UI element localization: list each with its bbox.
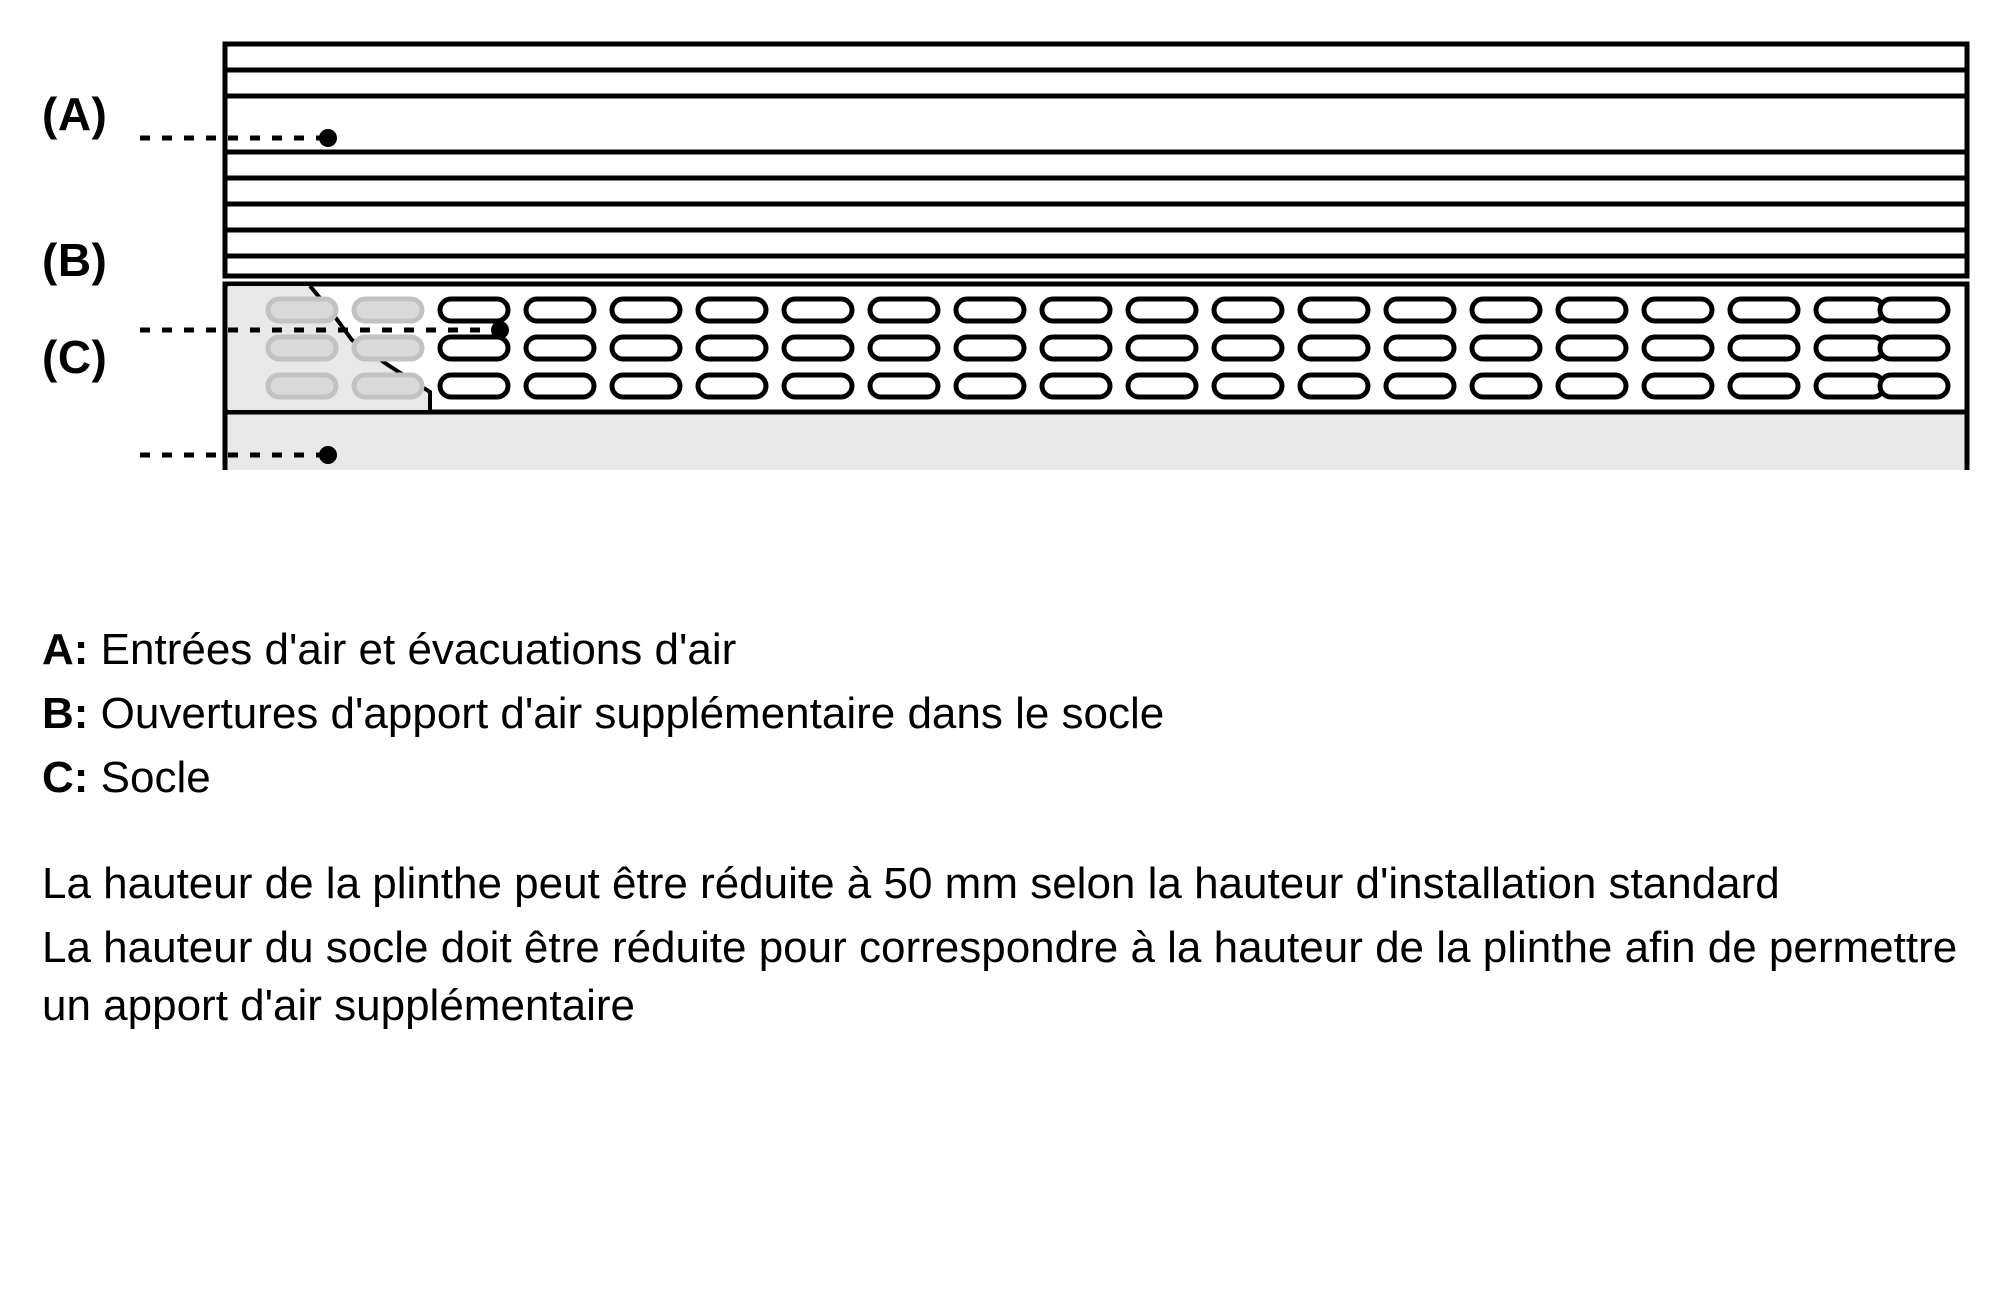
callout-label-a: (A) [42,88,108,140]
legend-key-b: B: [42,689,89,738]
legend-key-c: C: [42,753,89,802]
legend-text-b: Ouvertures d'apport d'air supplémentaire dans le socle [100,689,1165,738]
legend-item-c [42,746,1942,810]
notes [42,855,1962,1041]
legend-key-a: A: [42,625,89,674]
plinth-vent-band [225,284,1967,412]
note-socle-height: La hauteur du socle doit être réduite pour correspondre à la hauteur de la plinthe afin de permettre un apport d'air supplémentaire [42,923,1958,1030]
appliance-ventilation-diagram [0,0,2000,470]
legend-item-b [42,682,1942,746]
legend [42,618,1942,810]
note-plinth-height: La hauteur de la plinthe peut être réduite à 50 mm selon la hauteur d'installation standard [42,859,1780,908]
legend-text-a: Entrées d'air et évacuations d'air [100,625,737,674]
louvered-panel [225,44,1967,276]
legend-item-a [42,618,1942,682]
callout-label-b: (B) [42,234,108,286]
diagram-svg [0,0,2000,470]
legend-text-c: Socle [100,753,211,802]
callout-label-c: (C) [42,331,108,383]
